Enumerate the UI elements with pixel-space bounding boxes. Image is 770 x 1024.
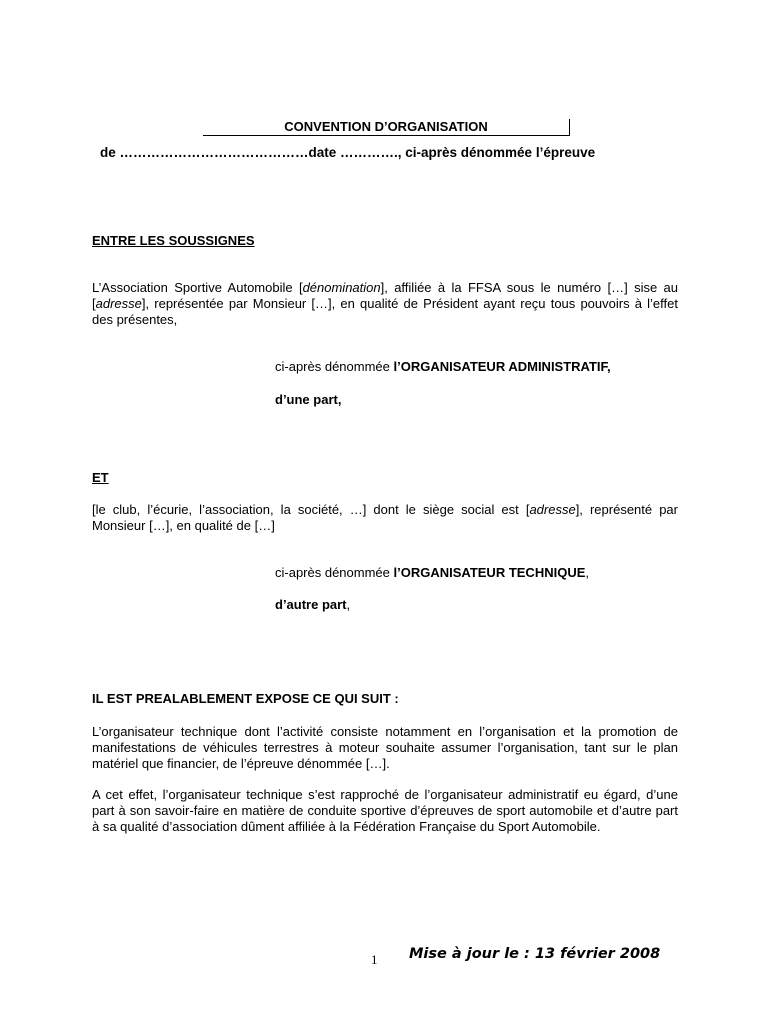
section-heading-et: ET [92,470,109,485]
page-number: 1 [371,952,378,967]
paragraph-association [92,280,678,328]
text: ], affiliée à la FFSA sous le numéro […] sise au [ [92,280,679,311]
designation-admin [275,359,611,374]
section-heading-soussignes: ENTRE LES SOUSSIGNES [92,233,255,248]
party-two [275,597,350,612]
paragraph-expose-2: A cet effet, l’organisateur technique s’est rapproché de l’organisateur administratif eu égard, d’une part à son savoir-faire en matière de conduite sportive d’épreuves de sport automobile et d’autre part à sa qualité d’association dûment affiliée à la Fédération Française du Sport Automobile. [92,787,678,834]
party-suffix: , [346,597,351,612]
update-date: Mise à jour le : 13 février 2008 [409,946,661,962]
designation-suffix: , [585,565,590,580]
text-italic: adresse [529,502,576,517]
document-title: CONVENTION D’ORGANISATION [284,119,488,134]
section-heading-expose: IL EST PREALABLEMENT EXPOSE CE QUI SUIT : [92,691,399,706]
party-label: d’autre part [275,597,347,612]
designation-prefix: ci-après dénommée [275,565,394,580]
designation-tech [275,565,589,580]
designation-role: l’ORGANISATEUR TECHNIQUE [393,565,586,580]
paragraph-expose-1: L’organisateur technique dont l’activité consiste notamment en l’organisation et la promotion de manifestations de véhicules terrestres à moteur souhaite assumer l’organisation, tant sur le plan matériel que financier, de l’épreuve dénommée […]. [92,724,678,771]
text: [le club, l’écurie, l’association, la société, …] dont le siège social est [ [92,502,530,517]
designation-role: l’ORGANISATEUR ADMINISTRATIF, [393,359,611,374]
document-subtitle: de ……………………………………date …………., ci-après dénommée l’épreuve [100,145,596,160]
text: ], représentée par Monsieur […], en qualité de Président ayant reçu tous pouvoirs à l’effet des présentes, [92,296,678,327]
paragraph-club [92,502,678,534]
party-one: d’une part, [275,392,342,407]
text: L’Association Sportive Automobile [ [92,280,303,295]
title-underline [203,119,570,136]
text: ], représenté par Monsieur […], en qualité de […] [92,502,678,533]
text-italic: dénomination [302,280,381,295]
text-italic: adresse [95,296,142,311]
designation-prefix: ci-après dénommée [275,359,394,374]
